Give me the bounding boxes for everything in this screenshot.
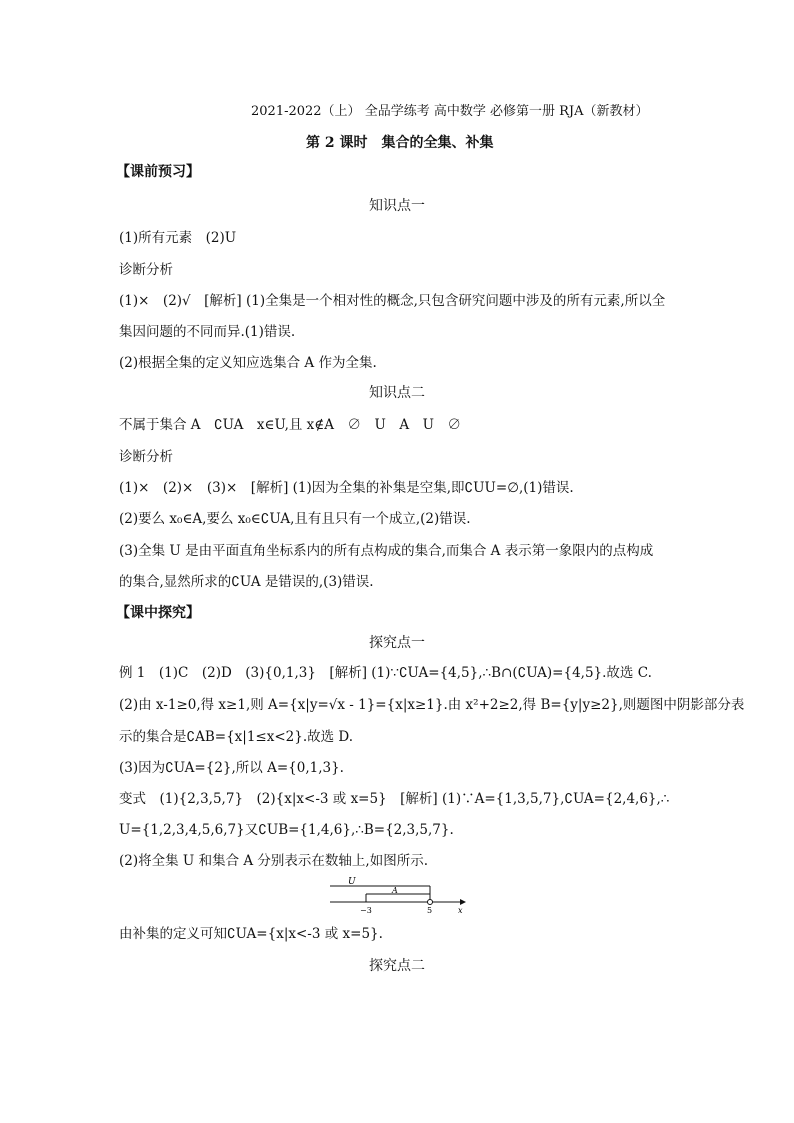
- lesson-title: 第 2 课时 集合的全集、补集: [306, 135, 494, 151]
- section-explore-heading: 【课中探究】: [116, 605, 200, 621]
- knowledge-point-2-heading: 知识点二: [369, 385, 425, 401]
- kp2-line-4: 的集合,显然所求的∁UA 是错误的,(3)错误.: [119, 574, 374, 590]
- number-line-figure: [330, 874, 470, 918]
- explore-point-1-heading: 探究点一: [369, 635, 425, 651]
- tick-label-5: 5: [427, 906, 433, 915]
- kp2-line-3: (3)全集 U 是由平面直角坐标系内的所有点构成的集合,而集合 A 表示第一象限内的点构成: [119, 543, 654, 559]
- kp2-line-2: (2)要么 x₀∈A,要么 x₀∈∁UA,且有且只有一个成立,(2)错误.: [119, 511, 471, 527]
- kp2-answer: 不属于集合 A ∁UA x∈U,且 x∉A ∅ U A U ∅: [119, 417, 462, 433]
- kp2-diagnosis-label: 诊断分析: [119, 449, 173, 465]
- explore-point-2-heading: 探究点二: [369, 958, 425, 974]
- ex1-line-4: (3)因为∁UA={2},所以 A={0,1,3}.: [119, 760, 344, 776]
- page-header: 2021-2022（上） 全品学练考 高中数学 必修第一册 RJA（新教材）: [251, 104, 649, 119]
- kp1-line-1: (1)× (2)√ [解析] (1)全集是一个相对性的概念,只包含研究问题中涉及的所有元素,所以全: [119, 293, 666, 309]
- kp1-line-2: 集因问题的不同而异.(1)错误.: [119, 324, 296, 340]
- ex1-line-1: 例 1 (1)C (2)D (3){0,1,3} [解析] (1)∵∁UA={4,5},∴B∩(∁UA)={4,5}.故选 C.: [119, 665, 652, 681]
- kp1-answer: (1)所有元素 (2)U: [119, 230, 237, 246]
- kp1-line-3: (2)根据全集的定义知应选集合 A 作为全集.: [119, 355, 377, 371]
- kp2-line-1: (1)× (2)× (3)× [解析] (1)因为全集的补集是空集,即∁UU=∅,(1)错误.: [119, 480, 574, 496]
- a-label: A: [392, 886, 398, 895]
- ex1-line-8: 由补集的定义可知∁UA={x|x<-3 或 x=5}.: [119, 926, 383, 942]
- section-preview-heading: 【课前预习】: [116, 164, 200, 180]
- ex1-line-7: (2)将全集 U 和集合 A 分别表示在数轴上,如图所示.: [119, 853, 428, 869]
- axis-label-x: x: [458, 906, 463, 915]
- knowledge-point-1-heading: 知识点一: [369, 198, 425, 214]
- kp1-diagnosis-label: 诊断分析: [119, 262, 173, 278]
- u-label: U: [348, 877, 356, 887]
- ex1-line-2: (2)由 x-1≥0,得 x≥1,则 A={x|y=√x - 1}={x|x≥1}.由 x²+2≥2,得 B={y|y≥2},则题图中阴影部分表: [119, 697, 745, 713]
- ex1-line-3: 示的集合是∁AB={x|1≤x<2}.故选 D.: [119, 729, 354, 745]
- ex1-line-5: 变式 (1){2,3,5,7} (2){x|x<-3 或 x=5} [解析] (1)∵A={1,3,5,7},∁UA={2,4,6},∴: [119, 791, 670, 807]
- axis-arrow-icon: [460, 899, 466, 905]
- tick-label-minus-3: −3: [360, 906, 372, 915]
- ex1-line-6: U={1,2,3,4,5,6,7}又∁UB={1,4,6},∴B={2,3,5,7}.: [119, 822, 454, 838]
- open-point-5: [428, 900, 433, 905]
